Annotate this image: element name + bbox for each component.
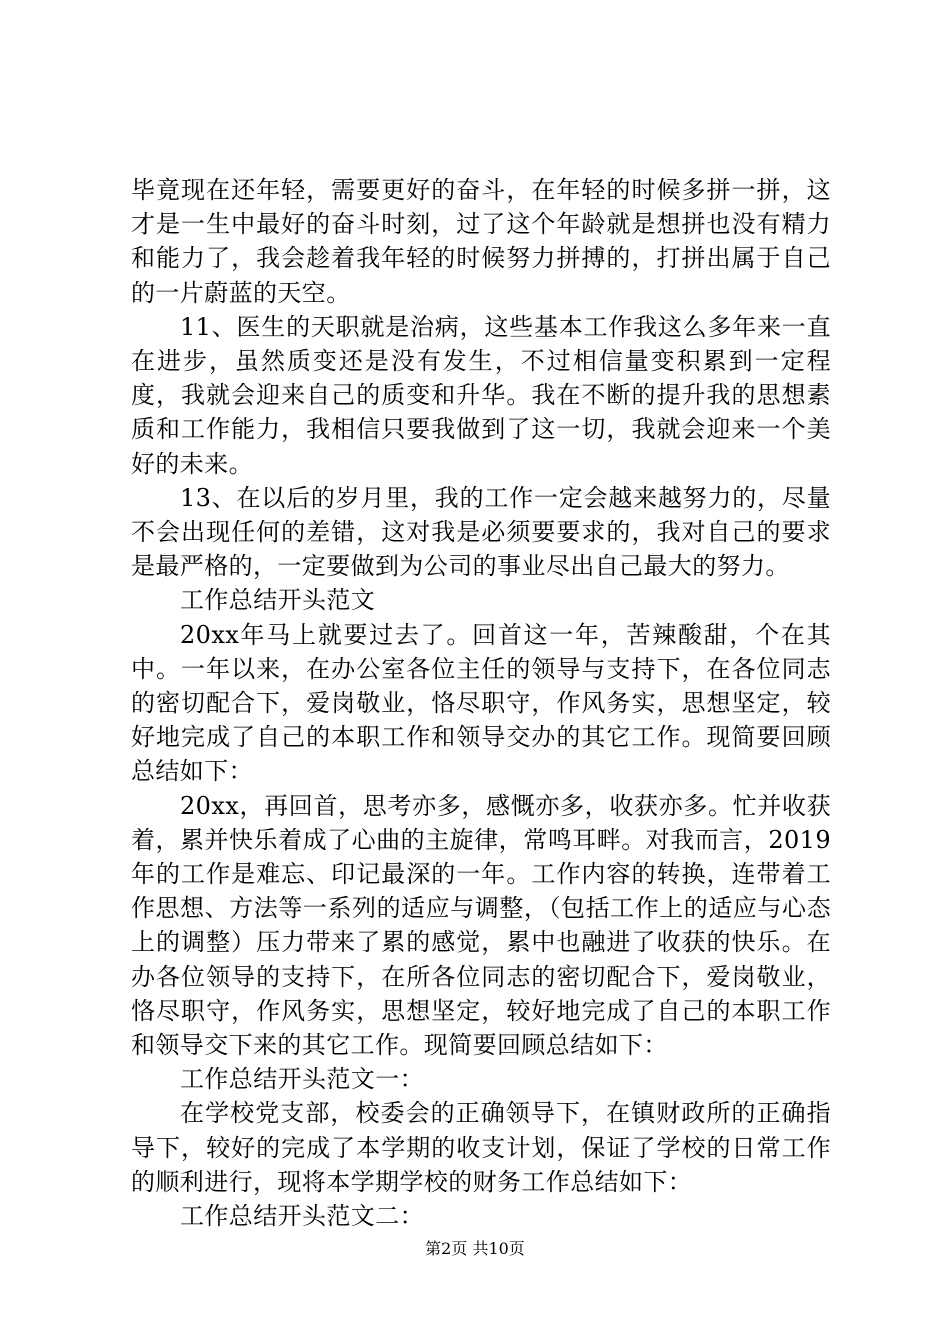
section-heading-one: 工作总结开头范文一： [180, 1065, 424, 1094]
paragraph-item-13: 13、在以后的岁月里，我的工作一定会越来越努力的，尽量不会出现任何的差错，这对我是必须要要求的，我对自己的要求是最严格的，一定要做到为公司的事业尽出自己最大的努力。 [131, 483, 831, 581]
paragraph-reflection: 20xx，再回首，思考亦多，感慨亦多，收获亦多。忙并收获着，累并快乐着成了心曲的主旋律，常鸣耳畔。对我而言，2019年的工作是难忘、印记最深的一年。工作内容的转换，连带着工作思想、方法等一系列的适应与调整，（包括工作上的适应与心态上的调整）压力带来了累的感觉，累中也融进了收获的快乐。在办各位领导的支持下，在所各位同志的密切配合下，爱岗敬业，恪尽职守，作风务实，思想坚定，较好地完成了自己的本职工作和领导交下来的其它工作。现简要回顾总结如下： [131, 791, 831, 1060]
page-number-footer: 第2页 共10页 [425, 1239, 525, 1258]
section-heading: 工作总结开头范文 [180, 586, 376, 615]
paragraph-item-11: 11、医生的天职就是治病，这些基本工作我这么多年来一直在进步，虽然质变还是没有发生，不过相信量变积累到一定程度，我就会迎来自己的质变和升华。我在不断的提升我的思想素质和工作能力，我相信只要我做到了这一切，我就会迎来一个美好的未来。 [131, 312, 831, 478]
paragraph-finance: 在学校党支部，校委会的正确领导下，在镇财政所的正确指导下，较好的完成了本学期的收支计划，保证了学校的日常工作的顺利进行，现将本学期学校的财务工作总结如下： [131, 1099, 831, 1196]
document-body [131, 173, 831, 1233]
paragraph-continuation: 毕竟现在还年轻，需要更好的奋斗，在年轻的时候多拼一拼，这才是一生中最好的奋斗时刻，过了这个年龄就是想拼也没有精力和能力了，我会趁着我年轻的时候努力拼搏的，打拼出属于自己的一片蔚蓝的天空。 [131, 176, 831, 307]
paragraph-year-review: 20xx年马上就要过去了。回首这一年，苦辣酸甜，个在其中。一年以来，在办公室各位主任的领导与支持下，在各位同志的密切配合下，爱岗敬业，恪尽职守，作风务实，思想坚定，较好地完成了自己的本职工作和领导交办的其它工作。现简要回顾总结如下： [131, 620, 831, 786]
section-heading-two: 工作总结开头范文二： [180, 1202, 424, 1231]
